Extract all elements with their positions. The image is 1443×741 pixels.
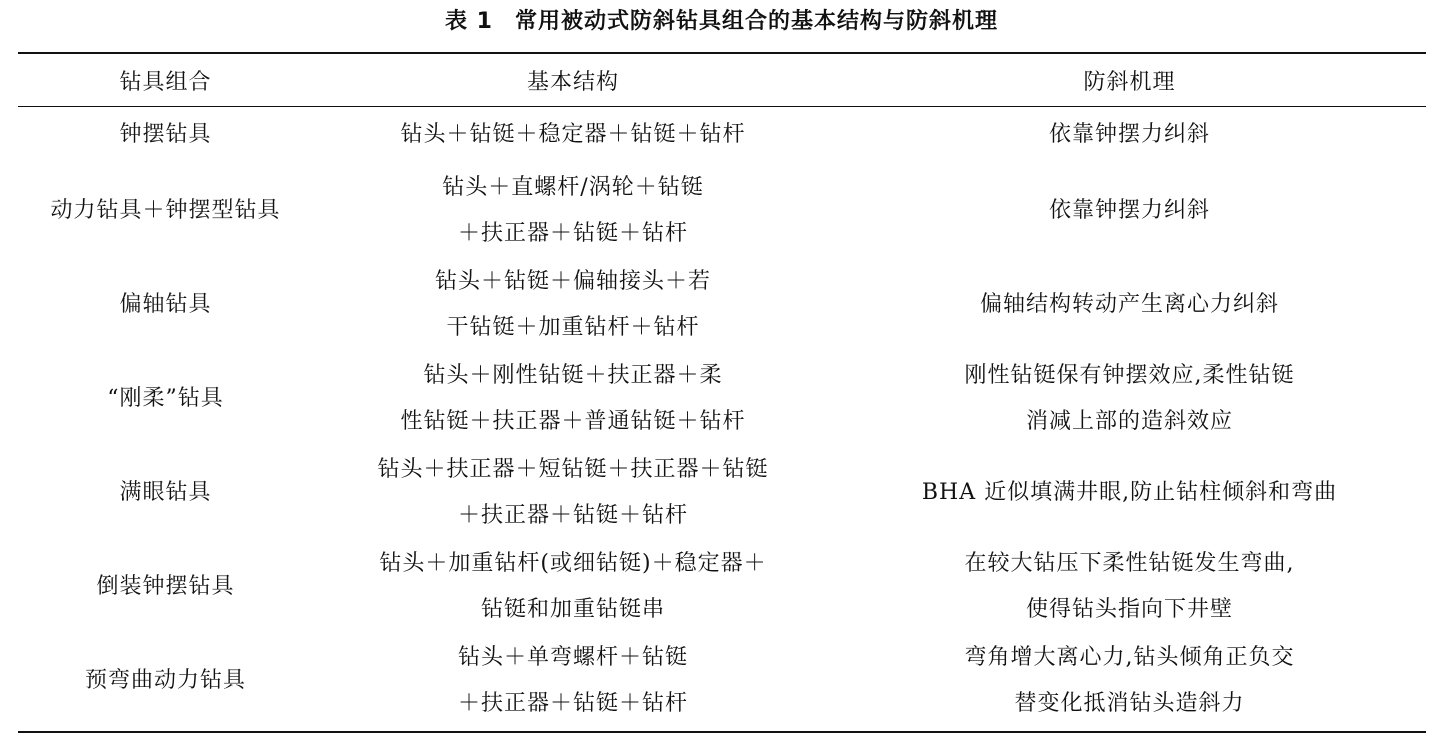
table-row	[18, 258, 1426, 352]
table-row	[18, 540, 1426, 634]
structure-cell	[313, 446, 833, 540]
structure-line: 钻头＋加重钻杆(或细钻铤)＋稳定器＋	[379, 551, 767, 576]
table-row	[18, 106, 1426, 164]
structure-cell	[313, 634, 833, 728]
mechanism-line: 依靠钟摆力纠斜	[1048, 122, 1210, 147]
structure-line: 钻头＋扶正器＋短钻铤＋扶正器＋钻铤	[377, 457, 769, 482]
mechanism-line: 弯角增大离心力,钻头倾角正负交	[964, 645, 1295, 670]
structure-line: 干钻铤＋加重钻杆＋钻杆	[446, 315, 700, 340]
mechanism-line: 替变化抵消钻头造斜力	[1014, 691, 1245, 716]
mechanism-cell	[833, 446, 1426, 540]
structure-cell	[313, 106, 833, 164]
table-row	[18, 352, 1426, 446]
assembly-cell	[18, 352, 313, 446]
structure-line: 性钻铤＋扶正器＋普通钻铤＋钻杆	[400, 409, 746, 434]
assembly-cell	[18, 164, 313, 258]
bha-table	[18, 54, 1426, 728]
table-title: 常用被动式防斜钻具组合的基本结构与防斜机理	[514, 9, 998, 34]
structure-cell	[313, 540, 833, 634]
assembly-cell	[18, 106, 313, 164]
structure-cell	[313, 352, 833, 446]
header-mechanism: 防斜机理	[1083, 69, 1176, 95]
mechanism-line: 使得钻头指向下井壁	[1025, 597, 1233, 622]
mechanism-line: 在较大钻压下柔性钻铤发生弯曲,	[964, 551, 1295, 576]
assembly-name: “刚柔”钻具	[107, 386, 224, 411]
table-row	[18, 164, 1426, 258]
table-row	[18, 634, 1426, 728]
table-row	[18, 446, 1426, 540]
header-row	[18, 54, 1426, 106]
assembly-cell	[18, 540, 313, 634]
structure-line: 钻头＋钻铤＋偏轴接头＋若	[434, 269, 711, 294]
assembly-cell	[18, 258, 313, 352]
header-structure: 基本结构	[526, 69, 619, 95]
mechanism-line: 偏轴结构转动产生离心力纠斜	[979, 292, 1279, 317]
bottom-rule	[18, 731, 1426, 733]
table-caption	[0, 6, 1443, 38]
structure-line: ＋扶正器＋钻铤＋钻杆	[457, 221, 688, 246]
structure-line: 钻铤和加重钻铤串	[480, 597, 665, 622]
mechanism-cell	[833, 164, 1426, 258]
mechanism-cell	[833, 352, 1426, 446]
structure-line: 钻头＋直螺杆/涡轮＋钻铤	[442, 175, 704, 200]
assembly-cell	[18, 446, 313, 540]
mechanism-cell	[833, 106, 1426, 164]
mechanism-line: 刚性钻铤保有钟摆效应,柔性钻铤	[964, 363, 1295, 388]
mechanism-cell	[833, 540, 1426, 634]
assembly-name: 倒装钟摆钻具	[96, 574, 235, 599]
structure-line: ＋扶正器＋钻铤＋钻杆	[457, 691, 688, 716]
assembly-name: 满眼钻具	[119, 480, 212, 505]
structure-line: 钻头＋单弯螺杆＋钻铤	[457, 645, 688, 670]
structure-line: 钻头＋钻铤＋稳定器＋钻铤＋钻杆	[400, 122, 746, 147]
mechanism-line: 消减上部的造斜效应	[1025, 409, 1233, 434]
mechanism-cell	[833, 634, 1426, 728]
mechanism-line: BHA 近似填满井眼,防止钻柱倾斜和弯曲	[921, 480, 1338, 505]
structure-line: ＋扶正器＋钻铤＋钻杆	[457, 503, 688, 528]
header-assembly: 钻具组合	[119, 69, 212, 95]
table-number: 表 1	[445, 9, 493, 34]
assembly-name: 预弯曲动力钻具	[84, 668, 246, 693]
assembly-name: 偏轴钻具	[119, 292, 212, 317]
assembly-cell	[18, 634, 313, 728]
assembly-name: 钟摆钻具	[119, 122, 212, 147]
assembly-name: 动力钻具＋钟摆型钻具	[50, 198, 281, 223]
structure-line: 钻头＋刚性钻铤＋扶正器＋柔	[423, 363, 723, 388]
structure-cell	[313, 164, 833, 258]
mechanism-cell	[833, 258, 1426, 352]
mechanism-line: 依靠钟摆力纠斜	[1048, 198, 1210, 223]
structure-cell	[313, 258, 833, 352]
